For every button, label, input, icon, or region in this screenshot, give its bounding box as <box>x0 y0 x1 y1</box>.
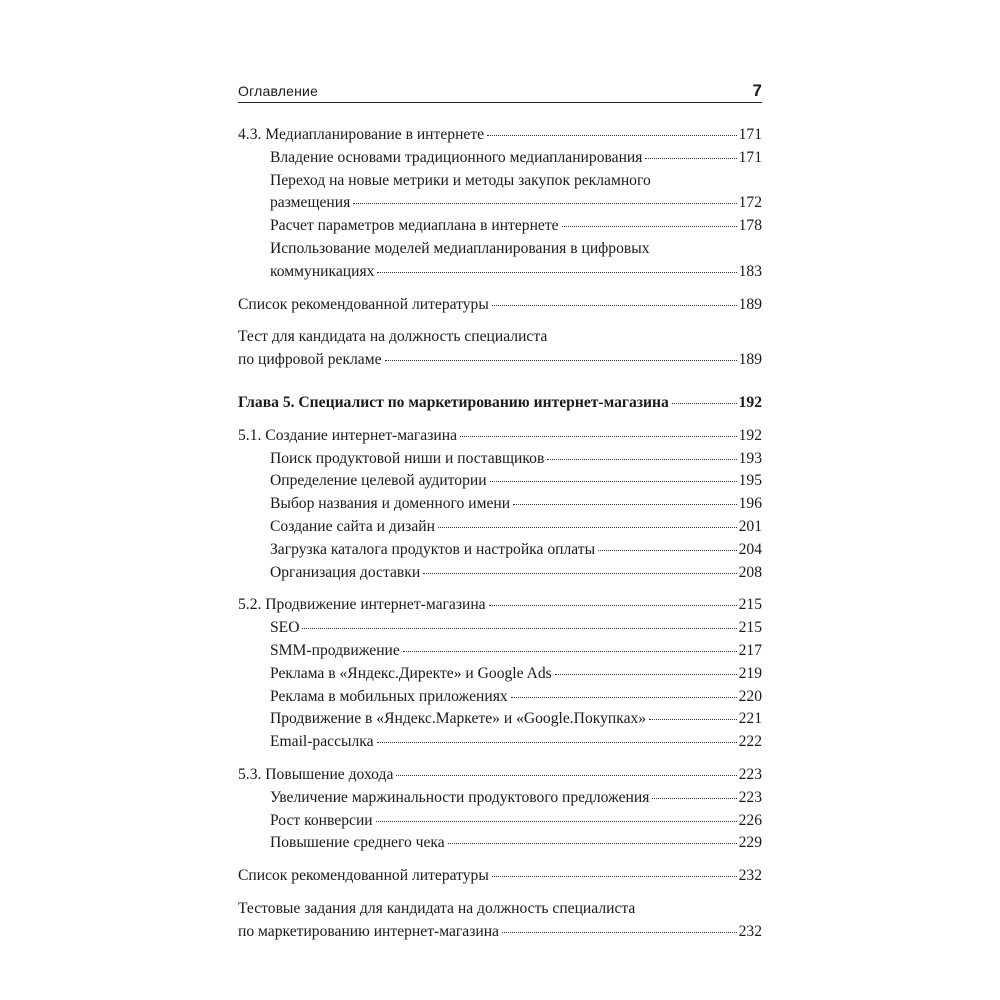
toc-section-entry <box>238 594 762 617</box>
dot-leader <box>377 271 736 273</box>
toc-entry-page: 226 <box>738 811 762 829</box>
toc-entry-page: 192 <box>738 393 762 411</box>
toc-entry-title: 4.3. Медиапланирование в интернете <box>238 126 485 143</box>
toc-entry-title: SEO <box>270 619 300 637</box>
toc-entry-page: 195 <box>738 472 762 490</box>
dot-leader <box>438 526 737 528</box>
toc-entry-page: 171 <box>738 148 762 166</box>
toc-entry-page: 229 <box>738 834 762 852</box>
toc-subsection-entry <box>270 516 762 539</box>
toc-subsection-entry <box>270 238 762 284</box>
dot-leader <box>487 134 737 136</box>
toc-subsection-entry <box>270 708 762 731</box>
toc-spacer <box>238 584 762 594</box>
running-title: Оглавление <box>238 83 319 99</box>
dot-leader <box>513 503 737 505</box>
toc-spacer <box>238 855 762 865</box>
toc-entry-page: 223 <box>738 788 762 806</box>
toc-spacer <box>238 415 762 425</box>
toc-entry-title-continued: коммуникациях <box>270 262 375 280</box>
toc-entry-title-continued: по маркетированию интернет-магазина <box>238 922 499 940</box>
toc-entry-title: Рост конверсии <box>270 811 373 829</box>
dot-leader <box>403 650 737 652</box>
dot-leader <box>492 875 737 877</box>
toc-entry-title: Тест для кандидата на должность специалиста <box>238 328 548 346</box>
dot-leader <box>555 673 737 675</box>
toc-entry-title: 5.2. Продвижение интернет-магазина <box>238 596 486 614</box>
toc-entry-page: 178 <box>738 217 762 235</box>
toc-entry-page: 183 <box>738 262 762 280</box>
dot-leader <box>598 549 737 551</box>
dot-leader <box>376 820 737 822</box>
dot-leader <box>547 458 736 460</box>
toc-subsection-entry <box>270 215 762 238</box>
toc-subsection-entry <box>270 147 762 170</box>
table-of-contents <box>238 124 762 944</box>
toc-entry-title: 5.1. Создание интернет-магазина <box>238 426 457 444</box>
toc-entry-title: Поиск продуктовой ниши и поставщиков <box>270 449 545 467</box>
toc-subsection-entry <box>270 787 762 810</box>
toc-subsection-entry <box>270 493 762 516</box>
dot-leader <box>649 718 737 720</box>
toc-entry-page: 222 <box>738 733 762 751</box>
toc-entry-title-continued: по цифровой рекламе <box>238 351 382 369</box>
toc-entry-title: 5.3. Повышение дохода <box>238 765 394 783</box>
toc-entry-title-continued: размещения <box>270 194 351 212</box>
toc-entry-page: 215 <box>738 619 762 637</box>
toc-entry-page: 232 <box>738 867 762 885</box>
toc-spacer <box>238 888 762 898</box>
toc-chapter-entry <box>238 392 762 415</box>
toc-entry-title: Выбор названия и доменного имени <box>270 495 511 513</box>
dot-leader <box>377 741 737 743</box>
toc-section-entry <box>238 425 762 448</box>
toc-entry-page: 223 <box>738 765 762 783</box>
toc-entry-page: 215 <box>738 596 762 614</box>
toc-subsection-entry <box>270 686 762 709</box>
dot-leader <box>448 842 737 844</box>
toc-entry-page: 217 <box>738 641 762 659</box>
toc-entry-title: Реклама в мобильных приложениях <box>270 687 508 705</box>
toc-entry-title: Повышение среднего чека <box>270 834 445 852</box>
dot-leader <box>460 435 737 437</box>
toc-section-entry <box>238 326 762 372</box>
toc-entry-page: 232 <box>738 922 762 940</box>
page-number: 7 <box>752 81 762 100</box>
toc-entry-title: Загрузка каталога продуктов и настройка оплаты <box>270 540 596 558</box>
dot-leader <box>562 225 737 227</box>
toc-section-entry <box>238 124 762 147</box>
toc-section-entry <box>238 865 762 888</box>
toc-section-entry <box>238 294 762 317</box>
toc-subsection-entry <box>270 562 762 585</box>
toc-entry-title: Реклама в «Яндекс.Директе» и Google Ads <box>270 664 552 682</box>
toc-entry-title: Расчет параметров медиаплана в интернете <box>270 217 559 235</box>
toc-entry-page: 219 <box>738 664 762 682</box>
toc-entry-title: Список рекомендованной литературы <box>238 295 489 313</box>
toc-entry-page: 192 <box>738 426 762 444</box>
toc-entry-title: Организация доставки <box>270 563 421 581</box>
toc-entry-page: 189 <box>738 295 762 313</box>
dot-leader <box>385 359 737 361</box>
toc-subsection-entry <box>270 810 762 833</box>
toc-entry-title: Использование моделей медиапланирования в цифровых <box>270 239 650 257</box>
dot-leader <box>353 202 736 204</box>
toc-spacer <box>238 754 762 764</box>
dot-leader <box>645 157 736 159</box>
toc-entry-title: Определение целевой аудитории <box>270 472 487 490</box>
toc-entry-page: 193 <box>738 449 762 467</box>
toc-subsection-entry <box>270 832 762 855</box>
toc-entry-page: 196 <box>738 495 762 513</box>
toc-entry-title: Email-рассылка <box>270 733 374 751</box>
dot-leader <box>652 797 736 799</box>
toc-entry-title: Владение основами традиционного медиапланирования <box>270 148 643 166</box>
toc-subsection-entry <box>270 640 762 663</box>
toc-spacer <box>238 284 762 294</box>
toc-entry-title: Переход на новые метрики и методы закупок рекламного <box>270 171 651 189</box>
dot-leader <box>672 402 737 404</box>
toc-entry-title: Тестовые задания для кандидата на должность специалиста <box>238 899 636 917</box>
toc-entry-page: 208 <box>738 563 762 581</box>
toc-subsection-entry <box>270 539 762 562</box>
dot-leader <box>489 604 737 606</box>
toc-entry-page: 220 <box>738 687 762 705</box>
toc-entry-title: Список рекомендованной литературы <box>238 867 489 885</box>
toc-subsection-entry <box>270 663 762 686</box>
toc-entry-title: Увеличение маржинальности продуктового предложения <box>270 788 650 806</box>
toc-subsection-entry <box>270 448 762 471</box>
toc-entry-page: 221 <box>738 710 762 728</box>
dot-leader <box>492 304 737 306</box>
dot-leader <box>423 572 736 574</box>
toc-entry-title: Продвижение в «Яндекс.Маркете» и «Google.Покупках» <box>270 710 647 728</box>
dot-leader <box>302 627 736 629</box>
page-header <box>238 80 762 103</box>
toc-section-entry <box>238 764 762 787</box>
dot-leader <box>396 774 736 776</box>
toc-spacer <box>238 372 762 392</box>
dot-leader <box>511 696 737 698</box>
toc-spacer <box>238 316 762 326</box>
dot-leader <box>502 931 737 933</box>
dot-leader <box>490 480 737 482</box>
toc-entry-title: Создание сайта и дизайн <box>270 517 435 535</box>
toc-subsection-entry <box>270 470 762 493</box>
toc-entry-page: 172 <box>738 194 762 212</box>
toc-subsection-entry <box>270 617 762 640</box>
toc-subsection-entry <box>270 170 762 216</box>
toc-entry-page: 204 <box>738 540 762 558</box>
toc-entry-page: 171 <box>738 126 762 143</box>
toc-section-entry <box>238 898 762 944</box>
toc-entry-title: Глава 5. Специалист по маркетированию интернет-магазина <box>238 393 669 411</box>
toc-subsection-entry <box>270 731 762 754</box>
toc-entry-page: 201 <box>738 517 762 535</box>
toc-entry-page: 189 <box>738 351 762 369</box>
toc-entry-title: SMM-продвижение <box>270 641 400 659</box>
